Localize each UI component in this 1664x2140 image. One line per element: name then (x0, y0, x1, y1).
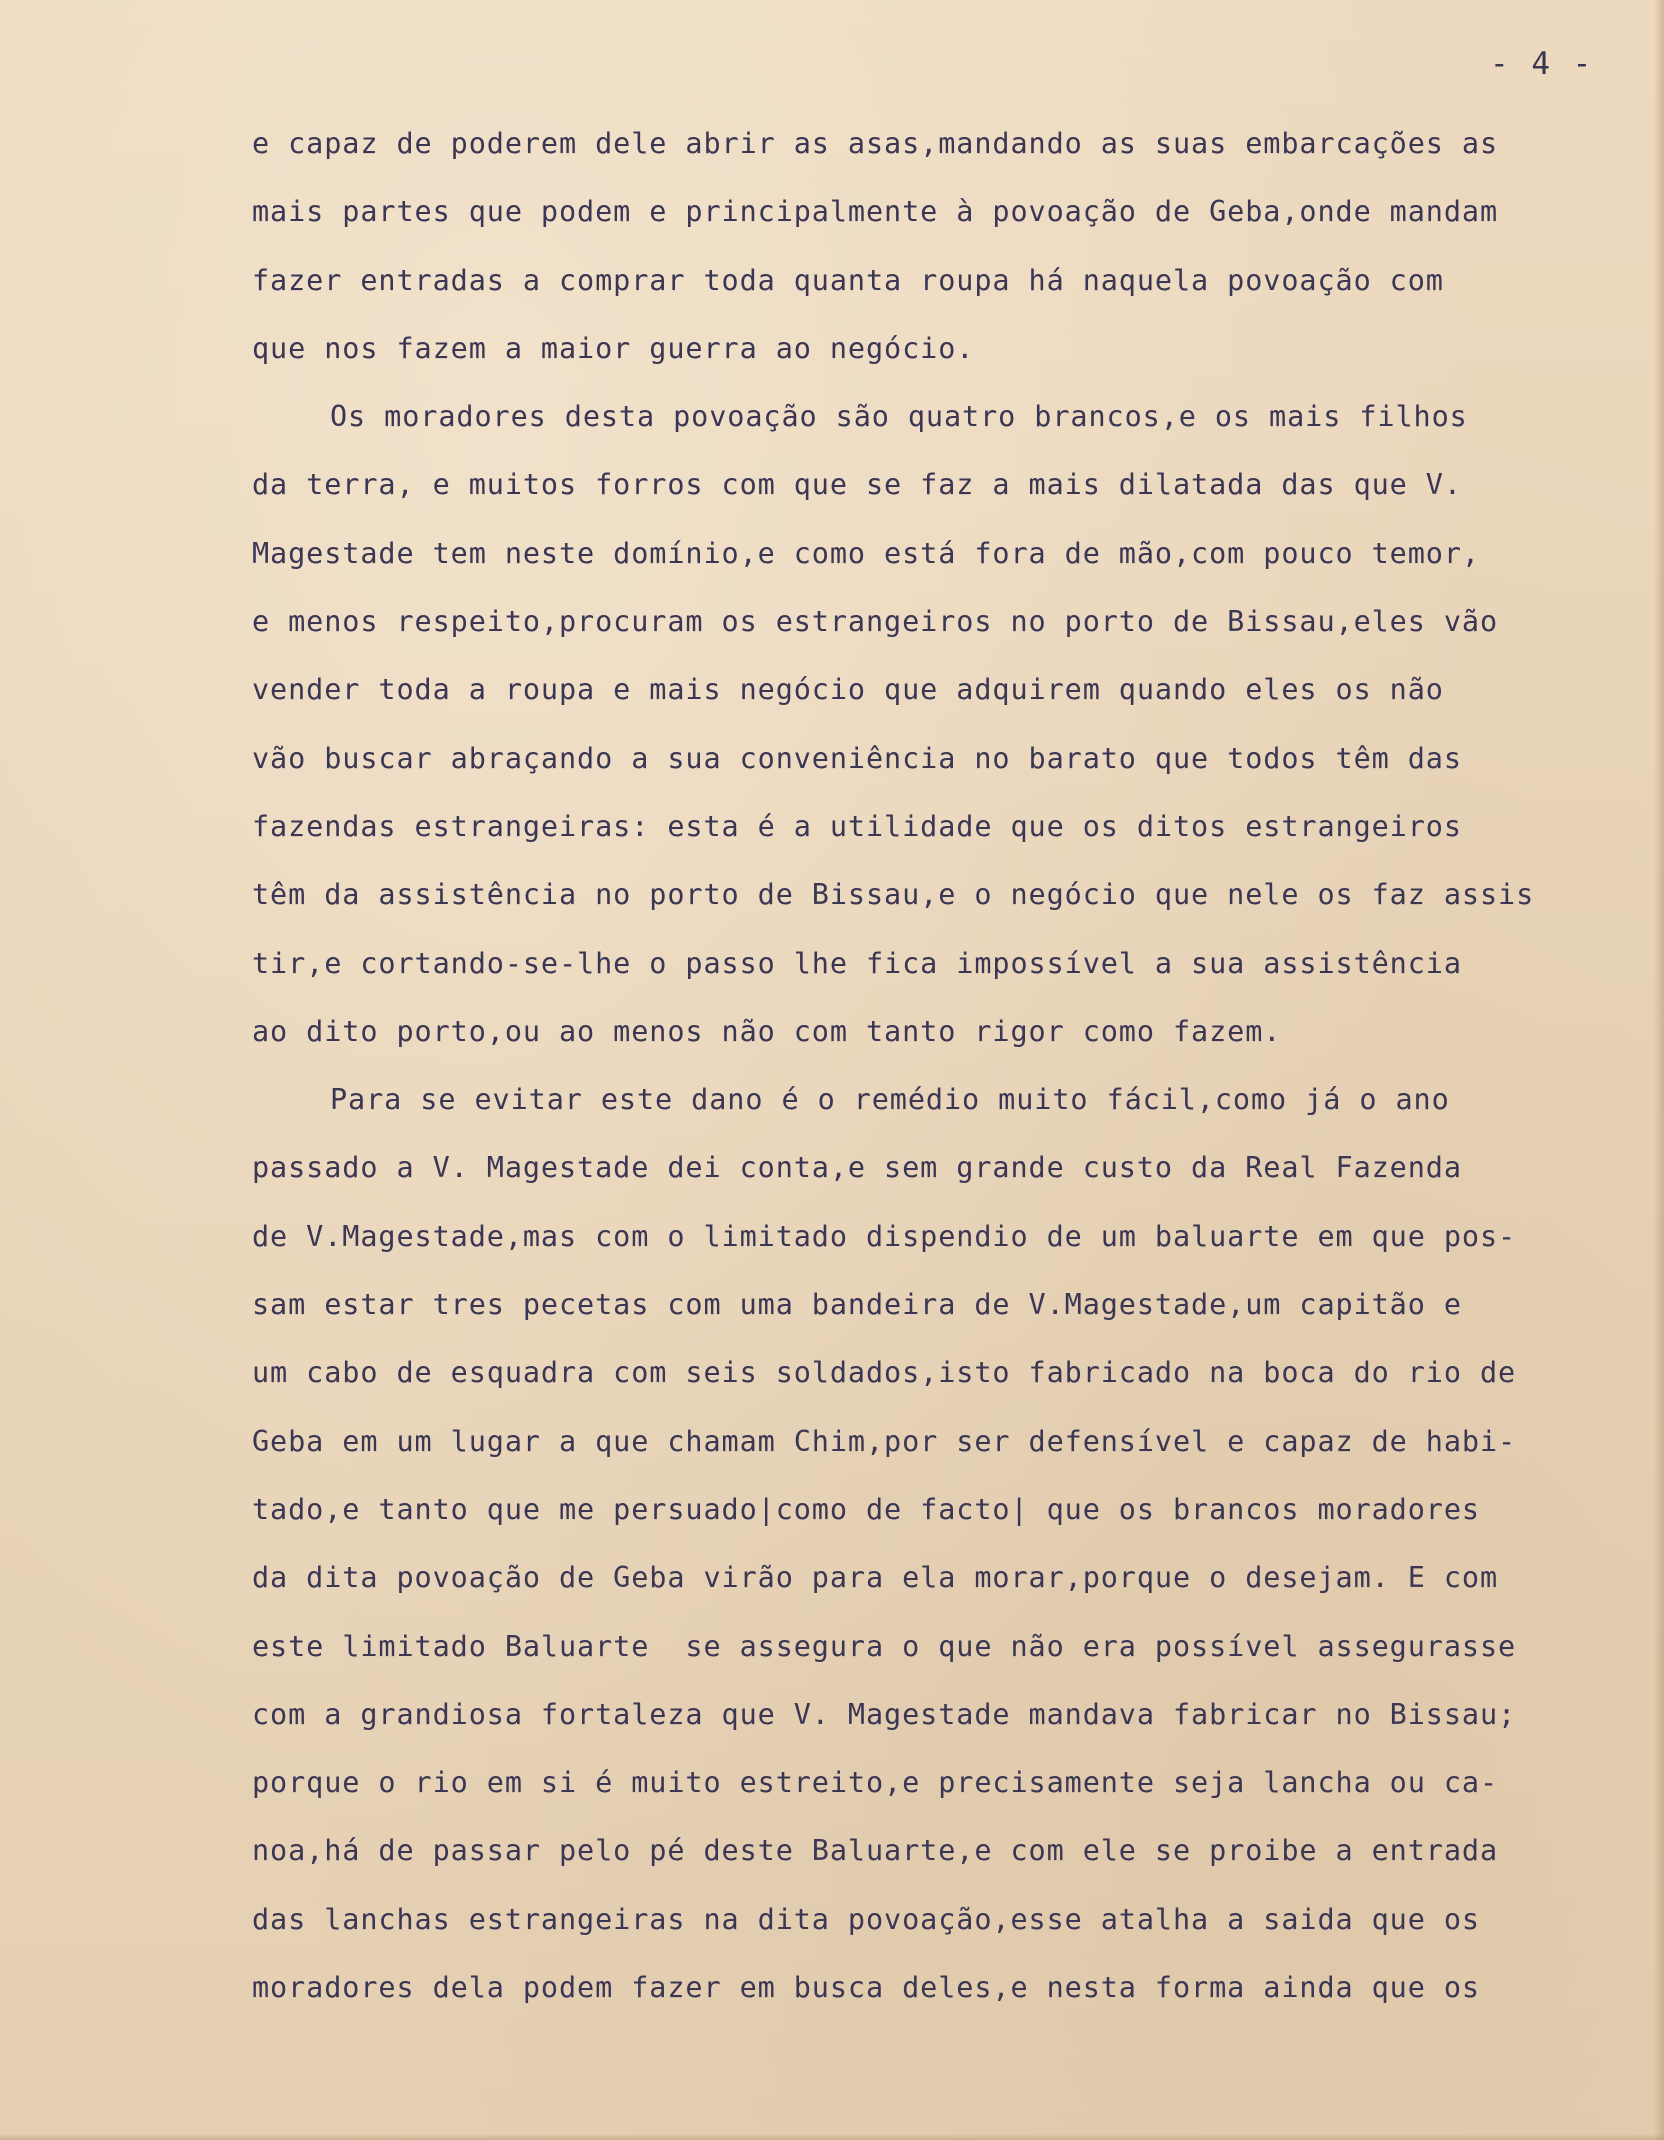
text-line: têm da assistência no porto de Bissau,e o negócio que nele os faz assis (252, 878, 1535, 912)
body-text (252, 110, 1642, 2022)
text-line: Os moradores desta povoação são quatro brancos,e os mais filhos (330, 400, 1468, 434)
text-line: e capaz de poderem dele abrir as asas,mandando as suas embarcações as (252, 127, 1499, 160)
text-line: que nos fazem a maior guerra ao negócio. (252, 331, 975, 365)
text-line: sam estar tres pecetas com uma bandeira de V.Magestade,um capitão e (252, 1288, 1462, 1322)
text-line: um cabo de esquadra com seis soldados,isto fabricado na boca do rio de (252, 1356, 1517, 1390)
text-line: Para se evitar este dano é o remédio muito fácil,como já o ano (330, 1083, 1450, 1117)
text-line: tado,e tanto que me persuado|como de facto| que os brancos moradores (252, 1492, 1480, 1526)
text-line: e menos respeito,procuram os estrangeiros no porto de Bissau,eles vão (252, 605, 1499, 639)
text-line: da terra, e muitos forros com que se faz a mais dilatada das que V. (252, 468, 1462, 502)
text-line: moradores dela podem fazer em busca deles,e nesta forma ainda que os (252, 1971, 1480, 2005)
text-line: vender toda a roupa e mais negócio que adquirem quando eles os não (252, 673, 1444, 707)
text-line: mais partes que podem e principalmente à povoação de Geba,onde mandam (252, 195, 1499, 229)
text-line: das lanchas estrangeiras na dita povoação,esse atalha a saida que os (252, 1902, 1480, 1936)
text-line: passado a V. Magestade dei conta,e sem grande custo da Real Fazenda (252, 1151, 1462, 1185)
text-line: fazendas estrangeiras: esta é a utilidade que os ditos estrangeiros (252, 809, 1462, 843)
text-line: vão buscar abraçando a sua conveniência no barato que todos têm das (252, 741, 1462, 775)
text-line: noa,há de passar pelo pé deste Baluarte,e com ele se proibe a entrada (252, 1834, 1499, 1868)
text-line: de V.Magestade,mas com o limitado dispendio de um baluarte em que pos- (252, 1219, 1517, 1253)
text-line: com a grandiosa fortaleza que V. Magestade mandava fabricar no Bissau; (252, 1697, 1517, 1731)
text-line: ao dito porto,ou ao menos não com tanto rigor como fazem. (252, 1014, 1282, 1048)
text-line: porque o rio em si é muito estreito,e precisamente seja lancha ou ca- (252, 1766, 1499, 1800)
text-line: fazer entradas a comprar toda quanta roupa há naquela povoação com (252, 263, 1444, 297)
text-line: Geba em um lugar a que chamam Chim,por ser defensível e capaz de habi- (252, 1424, 1517, 1458)
paper-bottom-edge (0, 2134, 1664, 2140)
text-line: da dita povoação de Geba virão para ela morar,porque o desejam. E com (252, 1561, 1499, 1595)
paper-right-edge (1654, 0, 1664, 2140)
text-line: Magestade tem neste domínio,e como está fora de mão,com pouco temor, (252, 536, 1480, 570)
text-line: este limitado Baluarte se assegura o que não era possível assegurasse (252, 1629, 1517, 1663)
text-line: tir,e cortando-se-lhe o passo lhe fica impossível a sua assistência (252, 946, 1462, 980)
page-number: - 4 - (1490, 46, 1594, 82)
